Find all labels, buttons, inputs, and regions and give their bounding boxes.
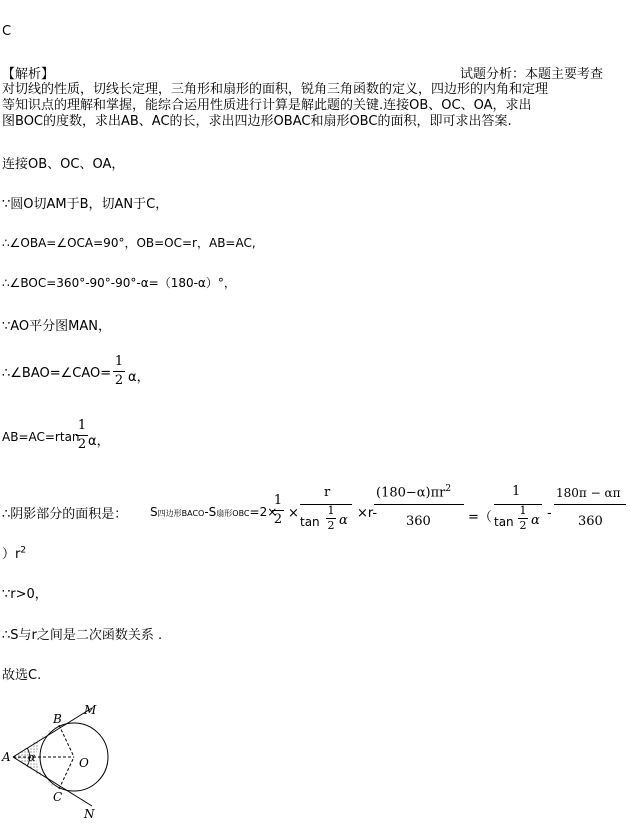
fraction-half-2: 1 2 <box>77 418 87 452</box>
alpha-1: α <box>339 513 348 528</box>
sector-numerator: $(180-\alpha)\pi r^2$ <box>376 484 452 501</box>
fraction-one-numerator: 1 <box>512 484 521 499</box>
analysis-heading: 【解析】 <box>2 67 55 82</box>
tan-label-1: tan <box>300 515 320 529</box>
analysis-line-3: 图BOC的度数，求出AB、AC的长，求出四边形OBAC和扇形OBC的面积，即可求出答案. <box>2 114 512 129</box>
fraction-half: 1 2 <box>114 354 124 388</box>
alpha-2: α <box>531 513 540 528</box>
step-half-angle-suffix: α， <box>128 370 150 385</box>
pi-numerator: 180π − απ <box>556 486 621 500</box>
segment-ob <box>59 725 74 757</box>
step-right-angles: ∴∠OBA=∠OCA=90°，OB=OC=r，AB=AC, <box>2 236 256 250</box>
label-n: N <box>84 807 95 821</box>
step-connect: 连接OB、OC、OA， <box>2 157 125 172</box>
step-bisector: ∵AO平分图MAN， <box>2 319 112 334</box>
times-r-minus: ×r- <box>357 506 378 521</box>
step-angle-boc: ∴∠BOC=360°-90°-90°-α=（180-α）°， <box>2 276 236 290</box>
step-half-angle: ∴∠BAO=∠CAO= <box>2 366 112 381</box>
fraction-half-4: 1 2 <box>327 504 335 532</box>
label-o: O <box>79 756 89 770</box>
step-quadratic: ∴S与r之间是二次函数关系 . <box>2 628 163 643</box>
step-tangent: ∵圆O切AM于B，切AN于C， <box>2 197 169 212</box>
fraction-bar-sector <box>374 504 464 505</box>
area-s-expression: S四边形BACO-S扇形OBC=2× <box>150 505 278 519</box>
label-b: B <box>53 712 62 726</box>
analysis-line-1: 对切线的性质，切线长定理，三角形和扇形的面积，锐角三角函数的定义，四边形的内角和定理 <box>2 82 549 97</box>
step-r-positive: ∵r>0， <box>2 587 48 602</box>
pi-denominator: 360 <box>578 514 603 529</box>
label-alpha: α <box>28 751 36 764</box>
analysis-intro-right: 试题分析：本题主要考查 <box>460 67 604 82</box>
step-tangent-length: AB=AC=rtan <box>2 430 80 444</box>
label-a: A <box>2 750 11 764</box>
geometry-figure <box>0 700 130 831</box>
answer-letter: C <box>2 24 12 39</box>
step-tangent-length-suffix: α， <box>88 434 110 449</box>
label-c: C <box>53 790 63 804</box>
step-choose-c: 故选C. <box>2 668 42 683</box>
fraction-half-5: 1 2 <box>519 504 527 532</box>
times-sign-1: × <box>288 506 299 521</box>
tan-label-2: tan <box>494 515 514 529</box>
label-m: M <box>84 703 97 717</box>
analysis-line-2: 等知识点的理解和掌握，能综合运用性质进行计算是解此题的关键.连接OB、OC、OA，求出 <box>2 98 532 113</box>
equals-paren: =（ <box>468 510 492 525</box>
segment-oc <box>59 757 74 789</box>
fraction-bar-pi <box>554 504 626 505</box>
step-r-squared: ）$r^2$ <box>2 545 27 562</box>
sector-denominator: 360 <box>406 514 431 529</box>
minus-sign: - <box>547 506 552 521</box>
fraction-r-numerator: r <box>324 485 331 500</box>
step-area-prefix: ∴阴影部分的面积是： <box>2 507 128 522</box>
fraction-half-3: 1 2 <box>273 493 283 527</box>
